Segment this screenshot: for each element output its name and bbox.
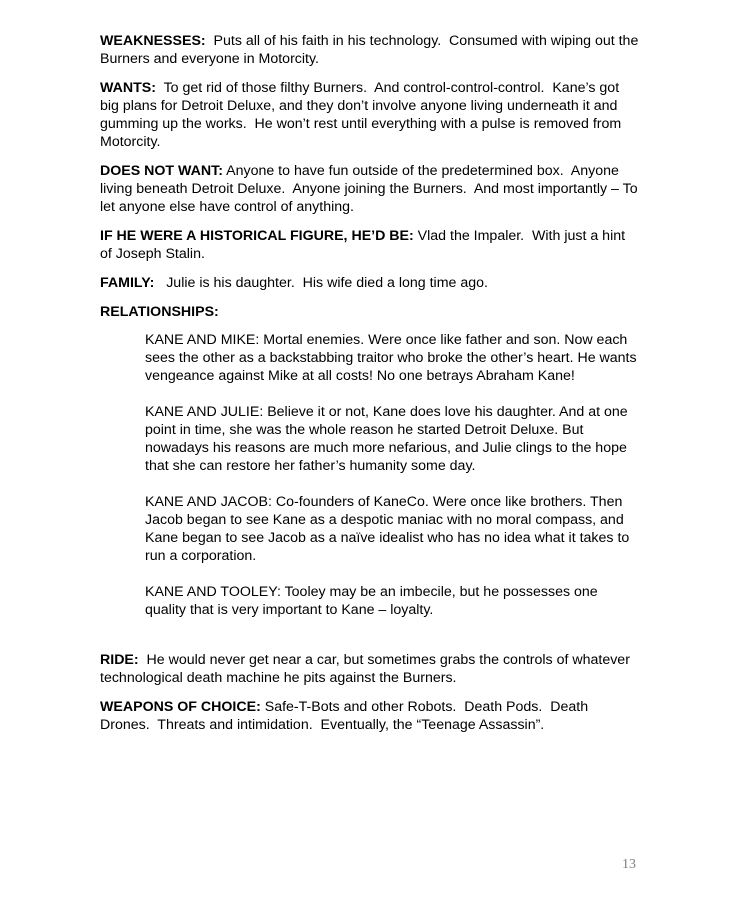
family-paragraph	[100, 274, 640, 292]
weaknesses-label: WEAKNESSES:	[100, 33, 206, 49]
ride-paragraph	[100, 651, 640, 687]
historical-figure-paragraph	[100, 227, 640, 263]
ride-label: RIDE:	[100, 652, 139, 668]
family-label: FAMILY:	[100, 275, 155, 291]
weaknesses-text: Puts all of his faith in his technology. Consumed with wiping out the Burners and everyone in Motorcity.	[100, 33, 643, 67]
relationships-heading	[100, 303, 640, 321]
weapons-text: Safe-T-Bots and other Robots. Death Pods. Death Drones. Threats and intimidation. Eventually, the “Teenage Assassin”.	[100, 699, 593, 733]
historical-figure-text: Vlad the Impaler. With just a hint of Joseph Stalin.	[100, 228, 630, 262]
ride-text: He would never get near a car, but sometimes grabs the controls of whatever technological death machine he pits against the Burners.	[100, 652, 634, 686]
weapons-paragraph	[100, 698, 640, 734]
relationships-label: RELATIONSHIPS:	[100, 304, 219, 320]
does-not-want-text: Anyone to have fun outside of the predetermined box. Anyone living beneath Detroit Deluxe. Anyone joining the Burners. And most importantly – To let anyone else have control of anything.	[100, 163, 642, 215]
wants-paragraph	[100, 79, 640, 151]
weaknesses-paragraph	[100, 32, 643, 68]
weapons-label: WEAPONS OF CHOICE:	[100, 699, 261, 715]
relationship-item-mike: KANE AND MIKE: Mortal enemies. Were once like father and son. Now each sees the other as a backstabbing traitor who broke the other’s heart. He wants vengeance against Mike at all costs! No one betrays Abraham Kane!	[145, 332, 637, 384]
does-not-want-label: DOES NOT WANT:	[100, 163, 223, 179]
relationships-list	[145, 331, 640, 619]
relationship-item-tooley: KANE AND TOOLEY: Tooley may be an imbecile, but he possesses one quality that is very important to Kane – loyalty.	[145, 584, 598, 618]
family-text: Julie is his daughter. His wife died a long time ago.	[154, 275, 488, 291]
wants-text: To get rid of those filthy Burners. And control-control-control. Kane’s got big plans for Detroit Deluxe, and they don’t involve anyone living underneath it and gumming up the works. He won’t rest until everything with a pulse is removed from Motorcity.	[100, 80, 626, 150]
page-number: 13	[622, 857, 636, 872]
wants-label: WANTS:	[100, 80, 156, 96]
does-not-want-paragraph	[100, 162, 640, 216]
historical-figure-label: IF HE WERE A HISTORICAL FIGURE, HE’D BE:	[100, 228, 414, 244]
relationship-item-jacob: KANE AND JACOB: Co-founders of KaneCo. Were once like brothers. Then Jacob began to see Kane as a despotic maniac with no moral compass, and Kane began to see Jacob as a naïve idealist who has no idea what it takes to run a corporation.	[145, 494, 630, 564]
page-content	[100, 32, 643, 745]
relationship-item-julie: KANE AND JULIE: Believe it or not, Kane does love his daughter. And at one point in time, she was the whole reason he started Detroit Deluxe. But nowadays his reasons are much more nefarious, and Julie clings to the hope that she can restore her father’s humanity some day.	[145, 404, 628, 474]
